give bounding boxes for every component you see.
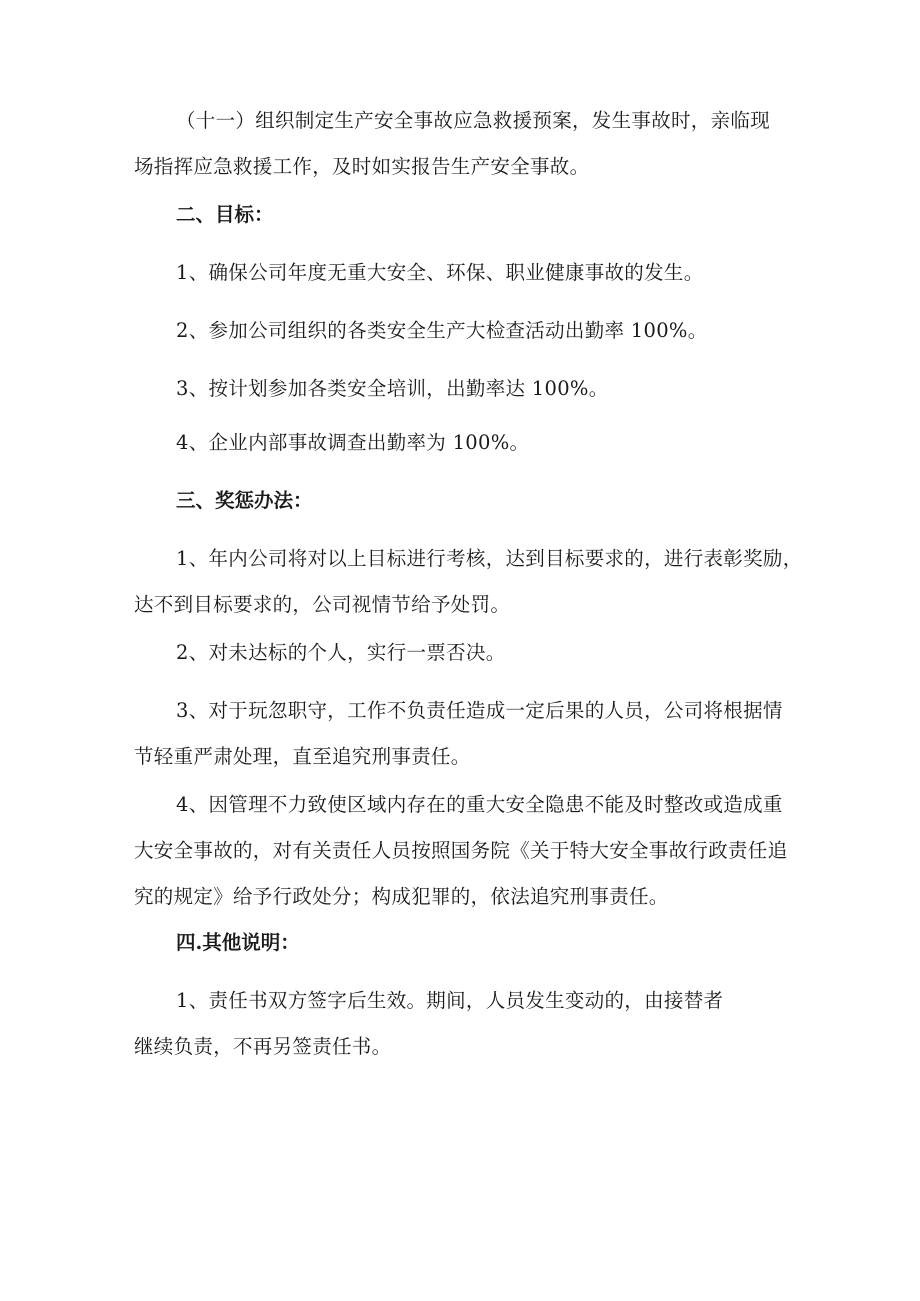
- paragraph-line: 继续负责，不再另签责任书。: [134, 1035, 392, 1058]
- rule-item-2: [134, 630, 814, 676]
- paragraph-line: 1、年内公司将对以上目标进行考核，达到目标要求的，进行表彰奖励，: [176, 547, 803, 570]
- paragraph-line: 4、因管理不力致使区域内存在的重大安全隐患不能及时整改或造成重: [176, 793, 783, 816]
- paragraph-line: 4、企业内部事故调查出勤率为 100%。: [176, 431, 530, 454]
- section-heading-other: 四.其他说明：: [176, 931, 300, 954]
- paragraph-line: 3、按计划参加各类安全培训，出勤率达 100%。: [176, 377, 609, 400]
- paragraph-line: 3、对于玩忽职守，工作不负责任造成一定后果的人员，公司将根据情: [176, 699, 783, 722]
- goal-item-3: [134, 366, 814, 412]
- rule-item-4: [134, 782, 814, 920]
- paragraph-line: 节轻重严肃处理，直至追究刑事责任。: [134, 745, 471, 768]
- goal-item-2: [134, 308, 814, 354]
- paragraph-line: 场指挥应急救援工作，及时如实报告生产安全事故。: [134, 155, 590, 178]
- paragraph-line: 1、责任书双方签字后生效。期间，人员发生变动的，由接替者: [176, 989, 724, 1012]
- paragraph-line: 2、参加公司组织的各类安全生产大检查活动出勤率 100%。: [176, 319, 708, 342]
- paragraph-line: 大安全事故的，对有关责任人员按照国务院《关于特大安全事故行政责任追: [134, 839, 788, 862]
- paragraph-line: 究的规定》给予行政处分；构成犯罪的，依法追究刑事责任。: [134, 885, 669, 908]
- note-item-1: [134, 978, 814, 1070]
- section-heading-rewards: 三、奖惩办法：: [176, 489, 313, 512]
- paragraph-line: （十一）组织制定生产安全事故应急救援预案，发生事故时，亲临现: [176, 109, 771, 132]
- paragraph-line: 达不到目标要求的，公司视情节给予处罚。: [134, 593, 511, 616]
- rule-item-3: [134, 688, 814, 780]
- paragraph-line: 2、对未达标的个人，实行一票否决。: [176, 641, 506, 664]
- goal-item-4: [134, 420, 814, 466]
- goal-item-1: [134, 250, 814, 296]
- section-heading-goals: 二、目标：: [176, 203, 274, 226]
- paragraph-eleven: [134, 98, 814, 190]
- paragraph-line: 1、确保公司年度无重大安全、环保、职业健康事故的发生。: [176, 261, 704, 284]
- rule-item-1: [134, 536, 814, 628]
